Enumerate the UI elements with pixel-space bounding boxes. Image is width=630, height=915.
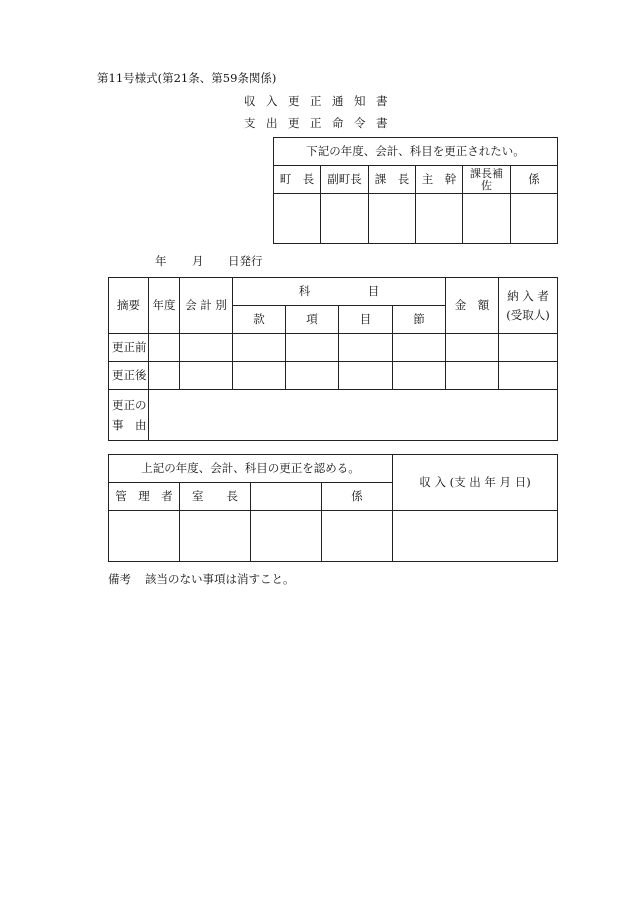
header-staff: 係 [528, 171, 540, 186]
before-setsu-field[interactable] [393, 334, 445, 361]
title-char: 正 [310, 94, 322, 108]
after-year-field[interactable] [149, 362, 179, 389]
title-char: 命 [332, 116, 344, 130]
approval-statement: 上記の年度、会計、科目の更正を認める。 [141, 460, 360, 475]
title-char: 書 [376, 116, 388, 130]
after-moku-field[interactable] [339, 362, 392, 389]
stamp-blank-approval[interactable] [251, 511, 321, 561]
stamp-section-chief[interactable] [369, 194, 415, 243]
remarks [108, 571, 295, 587]
col-payer: 納 入 者 (受取人) [506, 289, 550, 322]
chief-label: 室 長 [192, 488, 238, 503]
stamp-staff[interactable] [511, 194, 557, 243]
stamp-manager-approval[interactable] [109, 511, 179, 561]
approval-instruction: 下記の年度、会計、科目を更正されたい。 [306, 143, 525, 158]
header-town-mayor: 町 長 [279, 171, 315, 186]
header-section-chief: 課 長 [374, 171, 410, 186]
stamp-town-mayor[interactable] [274, 194, 320, 243]
title-char: 更 [288, 94, 300, 108]
row-after-label: 更正後 [112, 367, 147, 382]
row-reason-label: 更正の 事 由 [112, 397, 147, 432]
title-char: 正 [310, 116, 322, 130]
issue-year-label: 年 [155, 254, 167, 268]
stamp-deputy-mayor[interactable] [321, 194, 368, 243]
header-assistant-chief: 課長補 佐 [470, 166, 503, 192]
col-year: 年度 [152, 297, 176, 312]
after-account-field[interactable] [180, 362, 232, 389]
title-char: 書 [376, 94, 388, 108]
staff-label: 係 [351, 488, 363, 503]
blank-header-cell [251, 483, 321, 510]
issue-day-label: 日発行 [228, 254, 263, 268]
receipt-date-field[interactable] [393, 511, 557, 561]
form-number: 第11号様式(第21条、第59条関係) [97, 71, 277, 85]
sub-kou: 項 [306, 311, 318, 326]
header-deputy-mayor: 副町長 [327, 171, 362, 186]
after-payer-field[interactable] [499, 362, 557, 389]
title-char: 令 [354, 116, 366, 130]
stamp-manager[interactable] [416, 194, 462, 243]
before-kan-field[interactable] [233, 334, 285, 361]
after-amount-field[interactable] [446, 362, 498, 389]
col-amount: 金 額 [454, 297, 490, 312]
col-subject: 科 目 [298, 283, 380, 298]
after-kan-field[interactable] [233, 362, 285, 389]
before-payer-field[interactable] [499, 334, 557, 361]
remarks-text: 該当のない事項は消すこと。 [145, 572, 295, 586]
before-amount-field[interactable] [446, 334, 498, 361]
col-account: 会 計 別 [185, 297, 227, 312]
title-char: 更 [288, 116, 300, 130]
title-char: 出 [266, 116, 278, 130]
title-char: 通 [332, 94, 344, 108]
stamp-chief-approval[interactable] [180, 511, 250, 561]
title-char: 入 [266, 94, 278, 108]
reason-field[interactable] [149, 390, 557, 440]
sub-kan: 款 [253, 311, 265, 326]
title-char: 収 [244, 94, 256, 108]
sub-setsu: 節 [413, 311, 425, 326]
before-kou-field[interactable] [286, 334, 338, 361]
issue-month-label: 月 [192, 254, 204, 268]
col-summary: 摘要 [117, 297, 140, 312]
manager-label: 管 理 者 [115, 488, 173, 503]
row-before-label: 更正前 [112, 339, 147, 354]
after-kou-field[interactable] [286, 362, 338, 389]
before-year-field[interactable] [149, 334, 179, 361]
stamp-assistant-chief[interactable] [463, 194, 510, 243]
title-char: 支 [244, 116, 256, 130]
title-char: 知 [354, 94, 366, 108]
after-setsu-field[interactable] [393, 362, 445, 389]
sub-moku: 目 [359, 311, 372, 326]
header-manager: 主 幹 [421, 171, 457, 186]
remarks-label: 備考 [108, 572, 131, 586]
before-moku-field[interactable] [339, 334, 392, 361]
stamp-staff-approval[interactable] [322, 511, 392, 561]
before-account-field[interactable] [180, 334, 232, 361]
receipt-date-label: 収 入 (支 出 年 月 日) [419, 474, 531, 489]
